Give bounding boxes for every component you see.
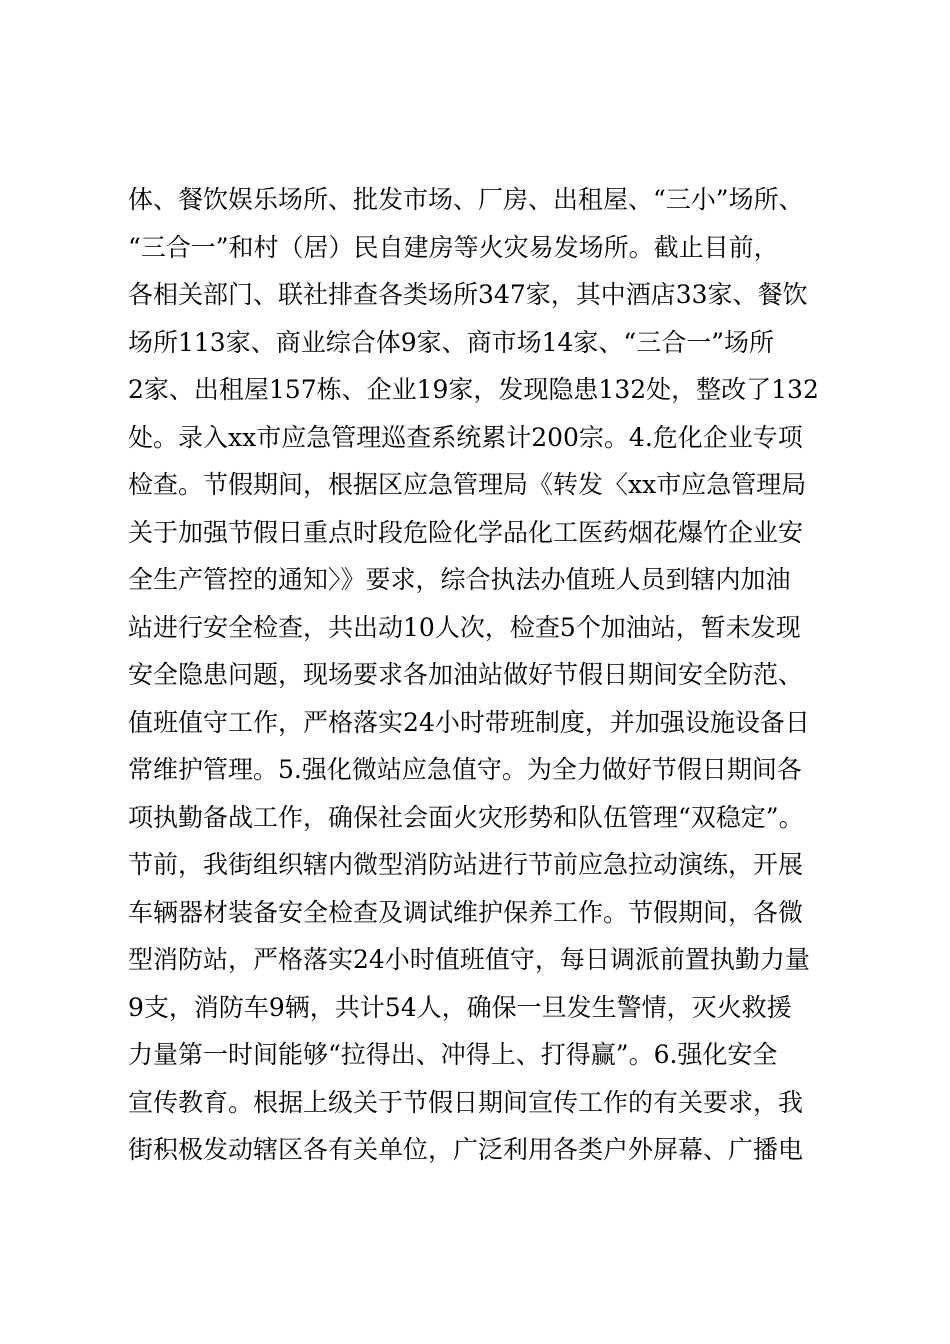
text-line: 9支，消防车9辆，共计54人，确保一旦发生警情，灭火救援: [128, 992, 792, 1022]
text-line: 全生产管控的通知〉》要求，综合执法办值班人员到辖内加油: [128, 565, 791, 594]
text-line: 车辆器材装备安全检查及调试维护保养工作。节假期间，各微: [128, 897, 804, 927]
text-line: 街积极发动辖区各有关单位，广泛利用各类户外屏幕、广播电: [128, 1135, 804, 1164]
text-line: 场所113家、商业综合体9家、商市场14家、“三合一”场所: [128, 327, 774, 357]
body-text: [128, 176, 848, 1174]
text-line: 常维护管理。5.强化微站应急值守。为全力做好节假日期间各: [128, 755, 802, 784]
text-line: 节前，我街组织辖内微型消防站进行节前应急拉动演练，开展: [128, 850, 804, 879]
text-line: 检查。节假期间，根据区应急管理局《转发〈xx市应急管理局: [128, 470, 807, 499]
text-line: 关于加强节假日重点时段危险化学品化工医药烟花爆竹企业安: [128, 517, 804, 547]
text-line: 站进行安全检查，共出动10人次，检查5个加油站，暂未发现: [128, 612, 801, 642]
text-line: 各相关部门、联社排查各类场所347家，其中酒店33家、餐饮: [128, 280, 808, 309]
text-line: 处。录入xx市应急管理巡查系统累计200宗。4.危化企业专项: [128, 422, 803, 452]
text-line: 力量第一时间能够“拉得出、冲得上、打得赢”。6.强化安全: [128, 1040, 778, 1069]
text-line: 体、餐饮娱乐场所、批发市场、厂房、出租屋、“三小”场所、: [128, 185, 804, 214]
text-line: 型消防站，严格落实24小时值班值守，每日调派前置执勤力量: [128, 945, 810, 974]
text-line: 宣传教育。根据上级关于节假日期间宣传工作的有关要求，我: [128, 1087, 804, 1117]
text-line: 项执勤备战工作，确保社会面火灾形势和队伍管理“双稳定”。: [128, 802, 804, 832]
text-line: “三合一”和村（居）民自建房等火灾易发场所。截止目前，: [128, 232, 779, 262]
text-line: 安全隐患问题，现场要求各加油站做好节假日期间安全防范、: [128, 660, 804, 689]
text-line: 2家、出租屋157栋、企业19家，发现隐患132处，整改了132: [128, 375, 819, 404]
text-line: 值班值守工作，严格落实24小时带班制度，并加强设施设备日: [128, 707, 810, 737]
